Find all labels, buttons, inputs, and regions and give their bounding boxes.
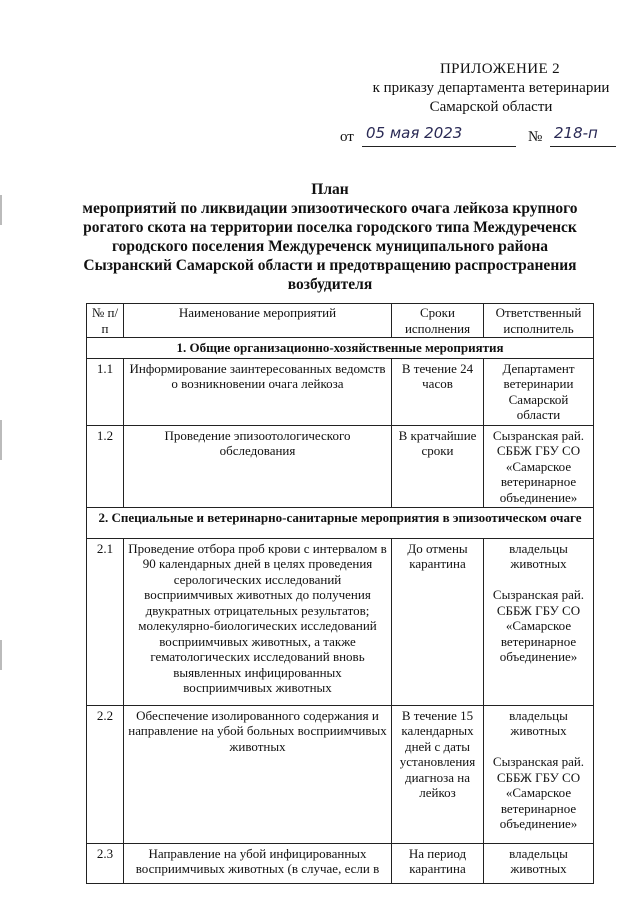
row-term: На период карантина xyxy=(392,843,484,883)
row-name: Проведение эпизоотологического обследования xyxy=(124,425,392,508)
row-resp-owners: владельцы животных xyxy=(509,707,568,738)
order-reference xyxy=(340,124,610,150)
row-term: До отмены карантина xyxy=(392,538,484,705)
row-resp xyxy=(484,705,594,843)
header-term: Сроки исполнения xyxy=(392,304,484,338)
section-row xyxy=(87,338,594,359)
scan-edge-mark xyxy=(0,195,2,225)
row-resp: владельцы животных xyxy=(484,843,594,883)
header-num: № п/п xyxy=(87,304,124,338)
row-num: 2.2 xyxy=(87,705,124,843)
row-num: 2.3 xyxy=(87,843,124,883)
row-name: Информирование заинтересованных ведомств о возникновении очага лейкоза xyxy=(124,358,392,425)
row-term: В течение 15 календарных дней с даты установления диагноза на лейкоз xyxy=(392,705,484,843)
header-name: Наименование мероприятий xyxy=(124,304,392,338)
row-num: 1.1 xyxy=(87,358,124,425)
table-row xyxy=(87,705,594,843)
row-term: В течение 24 часов xyxy=(392,358,484,425)
plan-title xyxy=(80,180,580,294)
plan-description: мероприятий по ликвидации эпизоотического очага лейкоза крупного рогатого скота на территории поселка городского типа Междуреченск городского поселения Междуреченск муниципального района Сызранский Самарской области и предотвращению распространения возбудителя xyxy=(82,200,578,293)
appendix-line-2: Самарской области xyxy=(429,99,553,115)
appendix-block xyxy=(356,60,626,117)
section-row xyxy=(87,508,594,539)
table-row xyxy=(87,358,594,425)
row-resp-station: Сызранская рай. СББЖ ГБУ СО «Самарское ветеринарное объединение» xyxy=(492,754,585,831)
table-row xyxy=(87,425,594,508)
row-name: Направление на убой инфицированных восприимчивых животных (в случае, если в xyxy=(124,843,392,883)
table-row xyxy=(87,843,594,883)
row-resp: Сызранская рай. СББЖ ГБУ СО «Самарское ветеринарное объединение» xyxy=(484,425,594,508)
table-row xyxy=(87,538,594,705)
header-resp: Ответственный исполнитель xyxy=(484,304,594,338)
order-date-handwritten: 05 мая 2023 xyxy=(362,124,516,147)
row-resp: Департамент ветеринарии Самарской области xyxy=(484,358,594,425)
order-from-label: от xyxy=(340,129,354,145)
scan-edge-mark xyxy=(0,640,2,670)
row-resp-owners: владельцы животных xyxy=(509,540,568,571)
row-num: 1.2 xyxy=(87,425,124,508)
row-resp xyxy=(484,538,594,705)
row-name: Проведение отбора проб крови с интервалом в 90 календарных дней в целях проведения серологических исследований восприимчивых животных до получения двукратных отрицательных результатов; молекулярно-биологических исследований восприимчивых животных, а также гематологических исследований вновь выявленных инфицированных восприимчивых животных xyxy=(124,538,392,705)
scan-edge-mark xyxy=(0,420,2,460)
row-term: В кратчайшие сроки xyxy=(392,425,484,508)
appendix-line-1: к приказу департамента ветеринарии xyxy=(372,80,610,96)
order-number-handwritten: 218-п xyxy=(550,124,616,147)
plan-heading: План xyxy=(311,181,349,198)
measures-table xyxy=(86,303,594,884)
row-resp-station: Сызранская рай. СББЖ ГБУ СО «Самарское ветеринарное объединение» xyxy=(492,587,585,664)
row-name: Обеспечение изолированного содержания и направление на убой больных восприимчивых животных xyxy=(124,705,392,843)
section-1-title: 1. Общие организационно-хозяйственные мероприятия xyxy=(87,338,594,359)
appendix-title: ПРИЛОЖЕНИЕ 2 xyxy=(439,61,561,77)
row-num: 2.1 xyxy=(87,538,124,705)
table-header-row xyxy=(87,304,594,338)
section-2-title: 2. Специальные и ветеринарно-санитарные мероприятия в эпизоотическом очаге xyxy=(87,508,594,539)
order-number-label: № xyxy=(528,129,543,145)
